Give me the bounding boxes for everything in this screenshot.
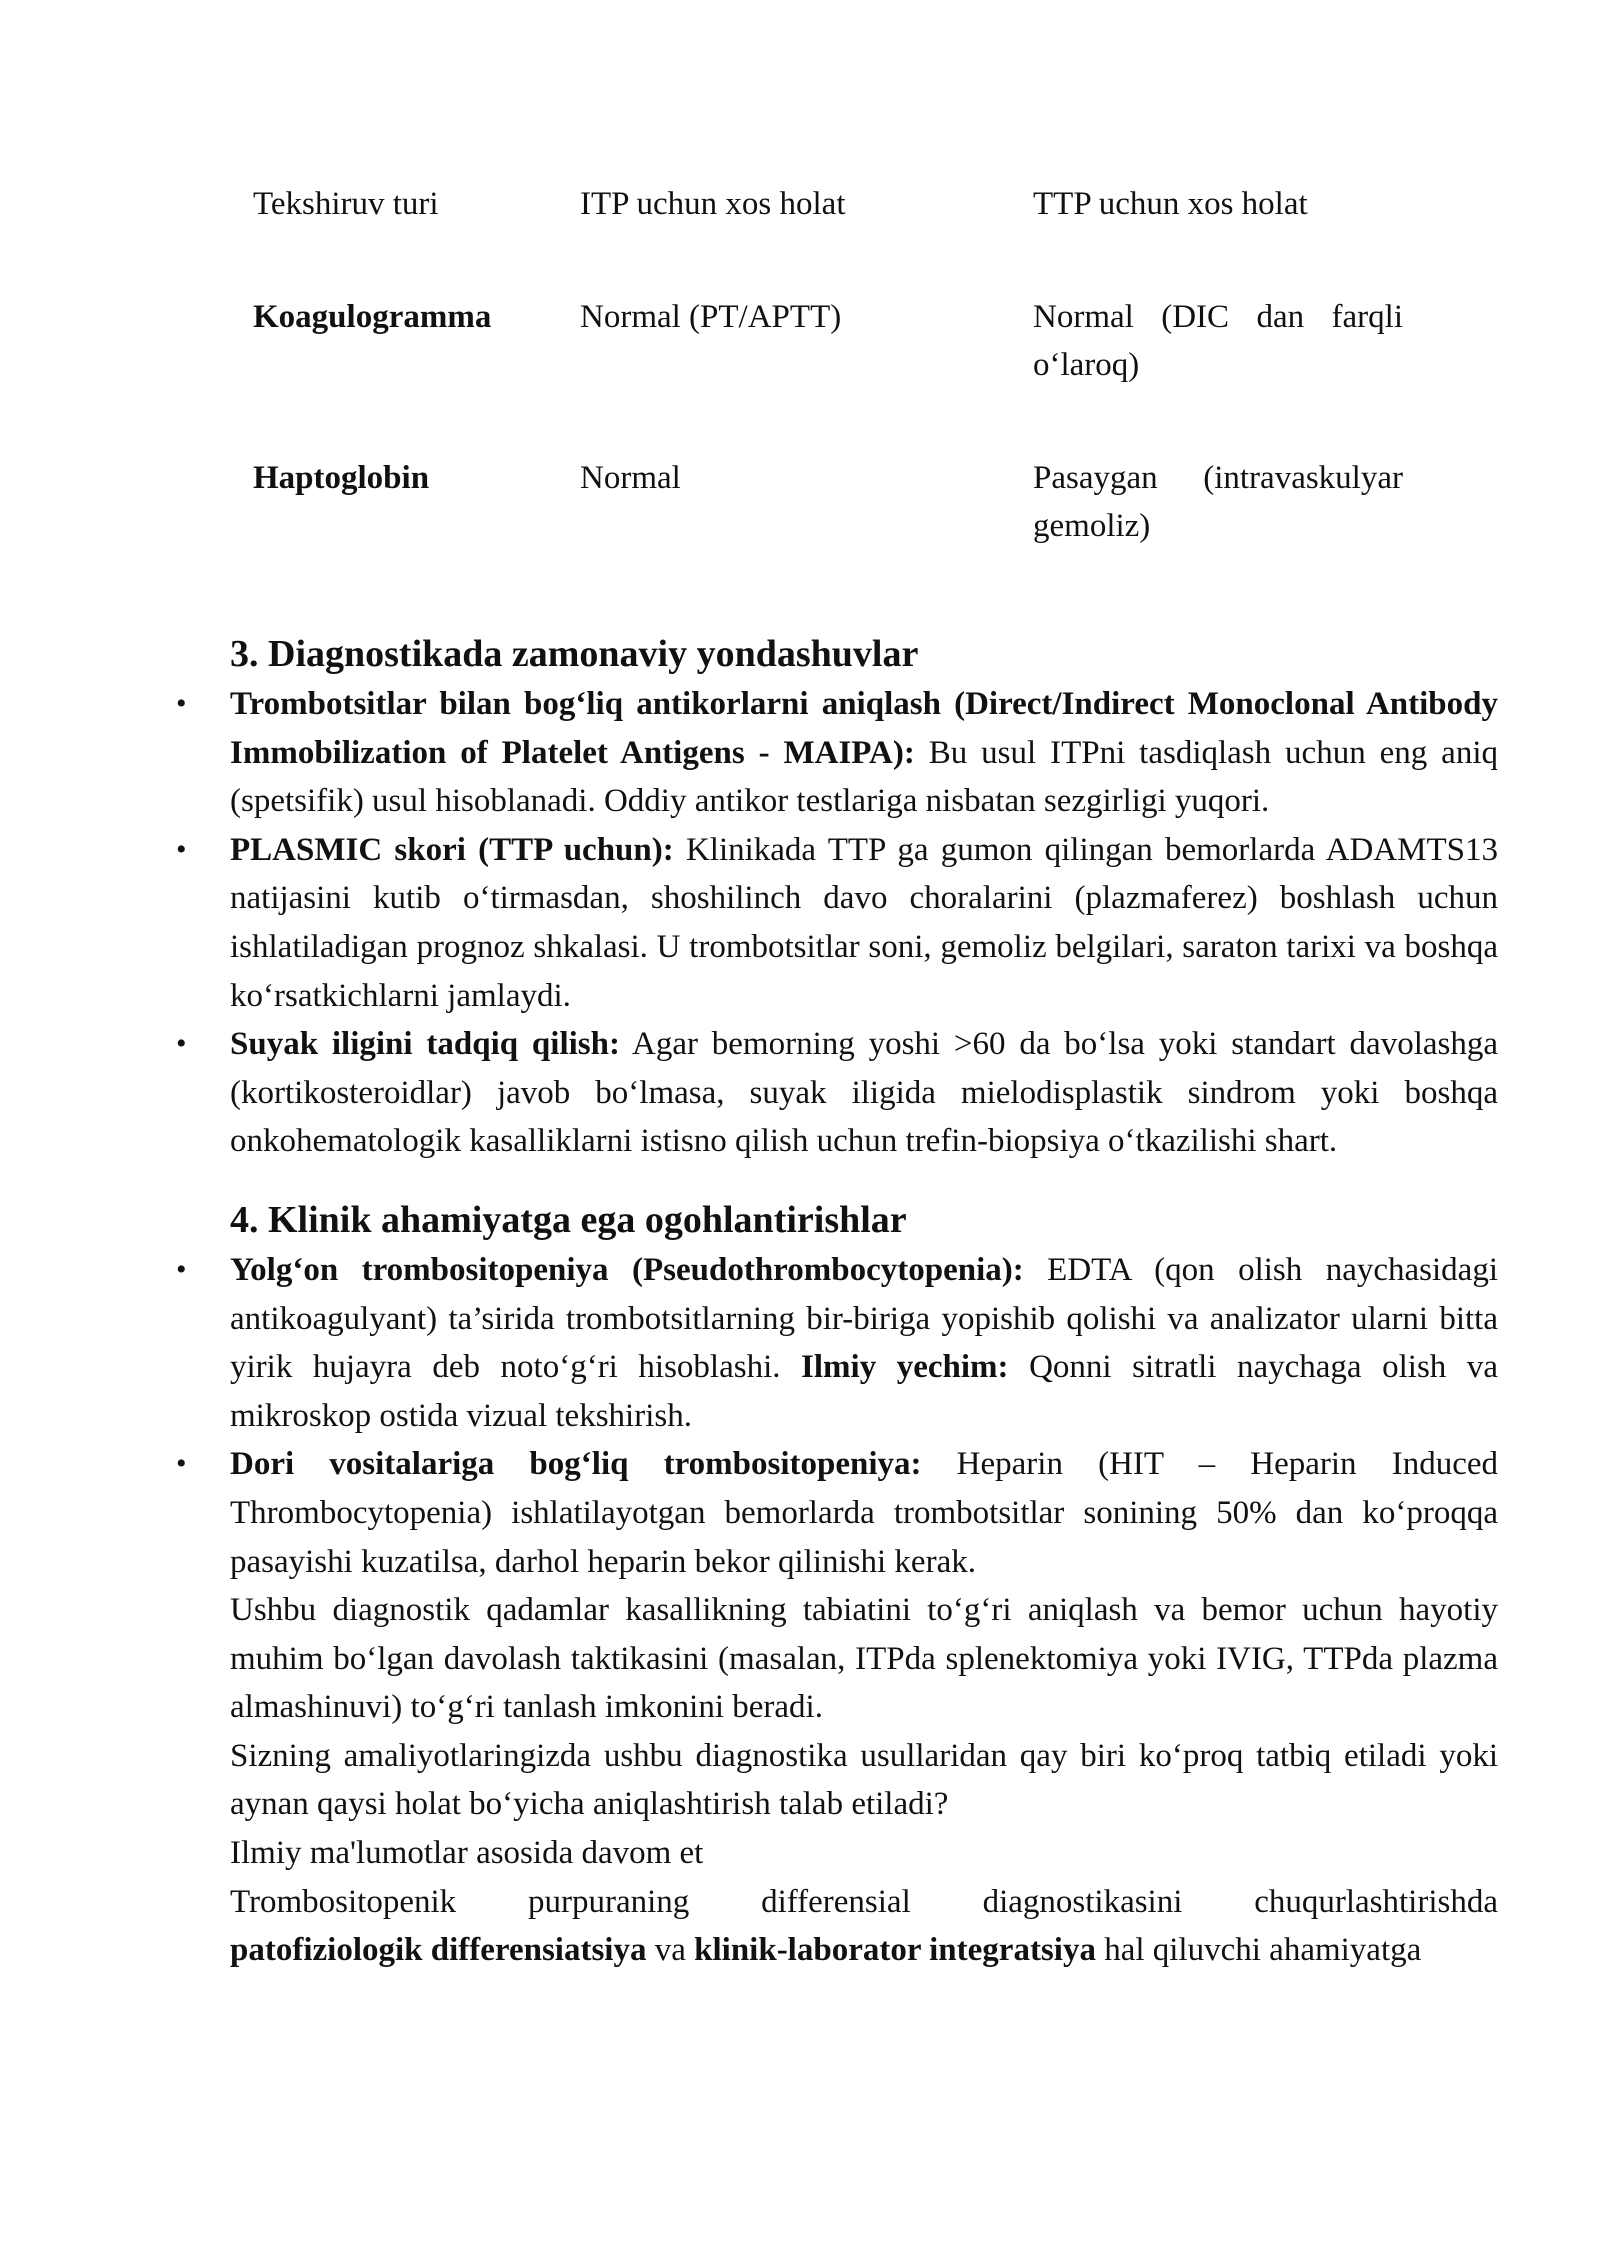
table-header-cell: ITP uchun xos holat (580, 186, 846, 222)
list-item-term: Yolg‘on trombositopeniya (Pseudothrombocytopenia): (230, 1251, 1024, 1288)
bullet-icon: • (176, 1252, 187, 1286)
table-cell: Koagulogramma (253, 299, 492, 335)
list-item (176, 680, 1498, 826)
paragraph: Sizning amaliyotlaringizda ushbu diagnostika usullaridan qay biri ko‘proq tatbiq etiladi yoki aynan qaysi holat bo‘yicha aniqlashtirish talab etiladi? (230, 1737, 1498, 1823)
bullet-list (176, 680, 1498, 1166)
list-item-term: Ilmiy yechim: (801, 1349, 1009, 1386)
table-cell: Pasaygan (intravaskulyar gemoliz) (1033, 460, 1403, 544)
section-heading: 4. Klinik ahamiyatga ega ogohlantirishlar (230, 1198, 907, 1241)
table-header-cell: TTP uchun xos holat (1033, 186, 1308, 222)
table-header-cell: Tekshiruv turi (253, 186, 439, 222)
paragraph: Trombositopenik purpuraning differensial diagnostikasini chuqurlashtirishda (230, 1883, 1498, 1920)
bold-term: patofiziologik differensiatsiya (230, 1932, 647, 1969)
bullet-list (176, 1246, 1498, 1586)
section-heading: 3. Diagnostikada zamonaviy yondashuvlar (230, 633, 919, 675)
list-item-term: Dori vositalariga bog‘liq trombositopeniya: (230, 1446, 922, 1483)
list-item-text: Bu usul ITPni tasdiqlash uchun eng aniq (spetsifik) usul hisoblanadi. Oddiy antikor testlariga nisbatan sezgirligi yuqori. (230, 734, 1498, 820)
table-cell: Normal (580, 460, 681, 496)
paragraph: Ilmiy ma'lumotlar asosida davom et (230, 1835, 704, 1872)
bold-term: klinik-laborator integratsiya (694, 1932, 1096, 1969)
table-cell: Normal (DIC dan farqli o‘laroq) (1033, 299, 1403, 383)
list-item-term: Suyak iligini tadqiq qilish: (230, 1026, 620, 1063)
paragraph (230, 1926, 1498, 1975)
spacer (230, 1166, 1498, 1194)
document-body (176, 628, 1498, 1975)
list-item-text: Heparin (HIT – Heparin Induced Thrombocytopenia) ishlatilayotgan bemorlarda trombotsitlar sonining 50% dan ko‘proqqa pasayishi kuzatilsa, darhol heparin bekor qilinishi kerak. (230, 1446, 1498, 1580)
bullet-icon: • (176, 832, 187, 866)
list-item-text: Agar bemorning yoshi >60 da bo‘lsa yoki standart davolashga (kortikosteroidlar) javob bo‘lmasa, suyak iligida mielodisplastik sindrom yoki boshqa onkohematologik kasalliklarni istisno qilish uchun trefin-biopsiya o‘tkazilishi shart. (230, 1026, 1498, 1160)
paragraph-text: va (646, 1932, 695, 1969)
list-item-text: Klinikada TTP ga gumon qilingan bemorlarda ADAMTS13 natijasini kutib o‘tirmasdan, shoshilinch davo choralarini (plazmaferez) boshlash uchun ishlatiladigan prognoz shkalasi. U trombotsitlar soni, gemoliz belgilari, saraton tarixi va boshqa ko‘rsatkichlarni jamlaydi. (230, 831, 1498, 1014)
table-cell: Haptoglobin (253, 460, 430, 496)
list-item-text: Qonni sitratli naychaga olish va mikroskop ostida vizual tekshirish. (230, 1349, 1498, 1434)
list-item (176, 1246, 1498, 1440)
list-item-text: EDTA (qon olish naychasidagi antikoagulyant) ta’sirida trombotsitlarning bir-biriga yopishib qolishi va analizator ularni bitta yirik hujayra deb noto‘g‘ri hisoblashi. (230, 1251, 1498, 1386)
bullet-icon: • (176, 1027, 187, 1061)
list-item (176, 1440, 1498, 1586)
bullet-icon: • (176, 1447, 187, 1481)
list-item (176, 826, 1498, 1020)
table-cell: Normal (PT/APTT) (580, 299, 842, 335)
list-item-term: PLASMIC skori (TTP uchun): (230, 831, 674, 868)
paragraph-text: hal qiluvchi ahamiyatga (1095, 1932, 1422, 1969)
bullet-icon: • (176, 687, 187, 720)
paragraph: Ushbu diagnostik qadamlar kasallikning tabiatini to‘g‘ri aniqlash va bemor uchun hayotiy muhim bo‘lgan davolash taktikasini (masalan, ITPda splenektomiya yoki IVIG, TTPda plazma almashinuvi) to‘g‘ri tanlash imkonini beradi. (230, 1592, 1498, 1726)
list-item (176, 1020, 1498, 1166)
list-item-term: Trombotsitlar bilan bog‘liq antikorlarni aniqlash (Direct/Indirect Monoclonal Antibody Immobilization of Platelet Antigens - MAIPA): (230, 686, 1498, 771)
